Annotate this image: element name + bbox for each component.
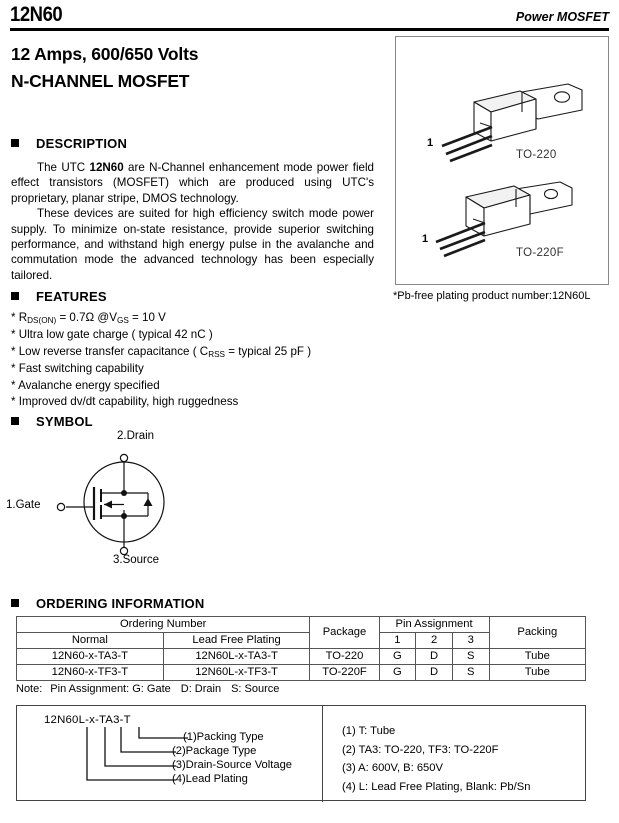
product-headline xyxy=(11,41,198,95)
legend-vertical-divider xyxy=(322,706,323,802)
to220f-pin1-label: 1 xyxy=(422,233,429,245)
header-ordering-number: Ordering Number xyxy=(17,617,310,633)
table-header-row-1 xyxy=(17,617,586,633)
header-normal: Normal xyxy=(17,633,164,649)
table-row xyxy=(17,665,586,681)
features-list xyxy=(11,310,381,410)
note-label: Note: xyxy=(16,683,43,695)
headline-line-1: 12 Amps, 600/650 Volts xyxy=(11,44,199,64)
description-paragraph-2: These devices are suited for high efficiency switch mode power supply. To minimize on-state resistance, provide superior switching performance, and withstand high energy pulse in the avalanche and commutation mode the advanced technology has been especially tailored. xyxy=(11,207,374,282)
page-header xyxy=(10,4,609,30)
part-number-breakdown-box xyxy=(16,705,586,801)
cell-lead-free: 12N60L-x-TF3-T xyxy=(163,665,310,681)
ordering-information-table xyxy=(16,616,586,681)
package-drawings xyxy=(396,37,610,286)
header-divider xyxy=(10,28,609,31)
feature-text: * Low reverse transfer capacitance ( C xyxy=(11,344,209,358)
desc-p1-pre: The UTC xyxy=(37,161,90,174)
section-heading-ordering-label: ORDERING INFORMATION xyxy=(36,596,205,611)
to220f-caption: TO-220F xyxy=(516,247,564,259)
to220-caption: TO-220 xyxy=(516,149,557,161)
header-category: Power MOSFET xyxy=(515,10,609,24)
feature-item xyxy=(11,361,381,377)
cell-packing: Tube xyxy=(489,665,585,681)
section-heading-symbol xyxy=(11,414,93,429)
feature-subscript: GS xyxy=(116,316,129,325)
source-junction-dot xyxy=(121,513,127,519)
section-heading-description-label: DESCRIPTION xyxy=(36,136,128,151)
feature-item xyxy=(11,378,381,394)
cell-pin1: G xyxy=(379,649,416,665)
feature-text: = typical 25 pF ) xyxy=(225,344,312,358)
to220-drawing xyxy=(442,84,582,161)
header-pin-assignment: Pin Assignment xyxy=(379,617,489,633)
feature-text: * R xyxy=(11,311,28,324)
breakdown-label-package-type: (2)Package Type xyxy=(172,745,257,757)
feature-item xyxy=(11,344,381,361)
leader-packing-type xyxy=(139,727,188,738)
header-packing: Packing xyxy=(489,617,585,649)
pb-free-note: *Pb-free plating product number:12N60L xyxy=(393,290,591,302)
breakdown-legend-list xyxy=(342,722,530,796)
table-row xyxy=(17,649,586,665)
header-package: Package xyxy=(310,617,379,649)
feature-item xyxy=(11,310,381,327)
cell-package: TO-220F xyxy=(310,665,379,681)
cell-pin2: D xyxy=(416,649,453,665)
feature-text: * Improved dv/dt capability, high ruggedness xyxy=(11,395,239,409)
cell-pin2: D xyxy=(416,665,453,681)
symbol-label-source: 3.Source xyxy=(113,554,160,566)
feature-item xyxy=(11,394,381,410)
mosfet-symbol-diagram xyxy=(0,430,330,575)
legend-item: (1) T: Tube xyxy=(342,725,396,737)
feature-subscript: RSS xyxy=(208,349,226,359)
ordering-note xyxy=(16,683,289,695)
feature-text: = 10 V xyxy=(128,311,166,324)
symbol-label-drain: 2.Drain xyxy=(117,430,155,442)
cell-pin3: S xyxy=(452,649,489,665)
desc-p1-post: are N-Channel enhancement mode power field effect transistors (MOSFET) which are produced using UTC's proprietary, planar stripe, DMOS technology. xyxy=(11,161,374,205)
feature-subscript: DS(ON) xyxy=(27,316,57,325)
to220-pin1-label: 1 xyxy=(427,137,434,149)
feature-text: * Fast switching capability xyxy=(11,362,144,376)
section-heading-description xyxy=(11,136,127,151)
leader-lead-plating xyxy=(87,727,176,780)
breakdown-label-drain-source-voltage: (3)Drain-Source Voltage xyxy=(172,759,293,771)
leader-drain-source-voltage xyxy=(105,727,176,766)
section-heading-symbol-label: SYMBOL xyxy=(36,414,93,429)
header-pin-1: 1 xyxy=(379,633,416,649)
feature-text: = 0.7Ω @V xyxy=(56,311,117,324)
description-body xyxy=(11,160,374,283)
note-segment-source: S: Source xyxy=(231,683,280,695)
mosfet-symbol-svg xyxy=(0,430,330,575)
desc-p1-partnumber: 12N60 xyxy=(89,161,124,174)
headline-line-2: N-CHANNEL MOSFET xyxy=(11,71,190,91)
feature-text: * Avalanche energy specified xyxy=(11,378,160,392)
cell-normal: 12N60-x-TF3-T xyxy=(17,665,164,681)
section-heading-features-label: FEATURES xyxy=(36,289,107,304)
legend-item: (3) A: 600V, B: 650V xyxy=(342,762,443,774)
header-lead-free-plating: Lead Free Plating xyxy=(163,633,310,649)
bulk-arrow-head xyxy=(104,501,112,509)
body-diode-arrow-head xyxy=(144,498,153,506)
note-segment-gate: Pin Assignment: G: Gate xyxy=(50,683,171,695)
note-segment-drain: D: Drain xyxy=(180,683,222,695)
legend-item: (4) L: Lead Free Plating, Blank: Pb/Sn xyxy=(342,780,531,793)
cell-package: TO-220 xyxy=(310,649,379,665)
package-outline-box xyxy=(395,36,609,285)
breakdown-label-packing-type: (1)Packing Type xyxy=(183,731,264,743)
breakdown-leader-lines xyxy=(17,706,322,802)
cell-packing: Tube xyxy=(489,649,585,665)
header-pin-2: 2 xyxy=(416,633,453,649)
square-bullet-icon xyxy=(11,417,19,425)
cell-normal: 12N60-x-TA3-T xyxy=(17,649,164,665)
part-number-string: 12N60L-x-TA3-T xyxy=(44,714,131,726)
square-bullet-icon xyxy=(11,292,19,300)
symbol-label-gate: 1.Gate xyxy=(6,499,41,511)
breakdown-label-lead-plating: (4)Lead Plating xyxy=(172,773,248,785)
square-bullet-icon xyxy=(11,139,19,147)
section-heading-ordering xyxy=(11,596,204,611)
leader-package-type xyxy=(121,727,176,752)
legend-item: (2) TA3: TO-220, TF3: TO-220F xyxy=(342,743,499,756)
feature-item xyxy=(11,327,381,343)
feature-text: * Ultra low gate charge ( typical 42 nC ) xyxy=(11,328,213,342)
page-title: 12N60 xyxy=(10,3,63,26)
header-pin-3: 3 xyxy=(452,633,489,649)
cell-lead-free: 12N60L-x-TA3-T xyxy=(163,649,310,665)
cell-pin1: G xyxy=(379,665,416,681)
square-bullet-icon xyxy=(11,599,19,607)
gate-terminal xyxy=(57,503,64,510)
cell-pin3: S xyxy=(452,665,489,681)
drain-junction-dot xyxy=(121,490,127,496)
description-paragraph-1 xyxy=(11,160,374,206)
section-heading-features xyxy=(11,289,107,304)
drain-terminal xyxy=(120,454,127,461)
to220f-drawing xyxy=(436,182,572,256)
